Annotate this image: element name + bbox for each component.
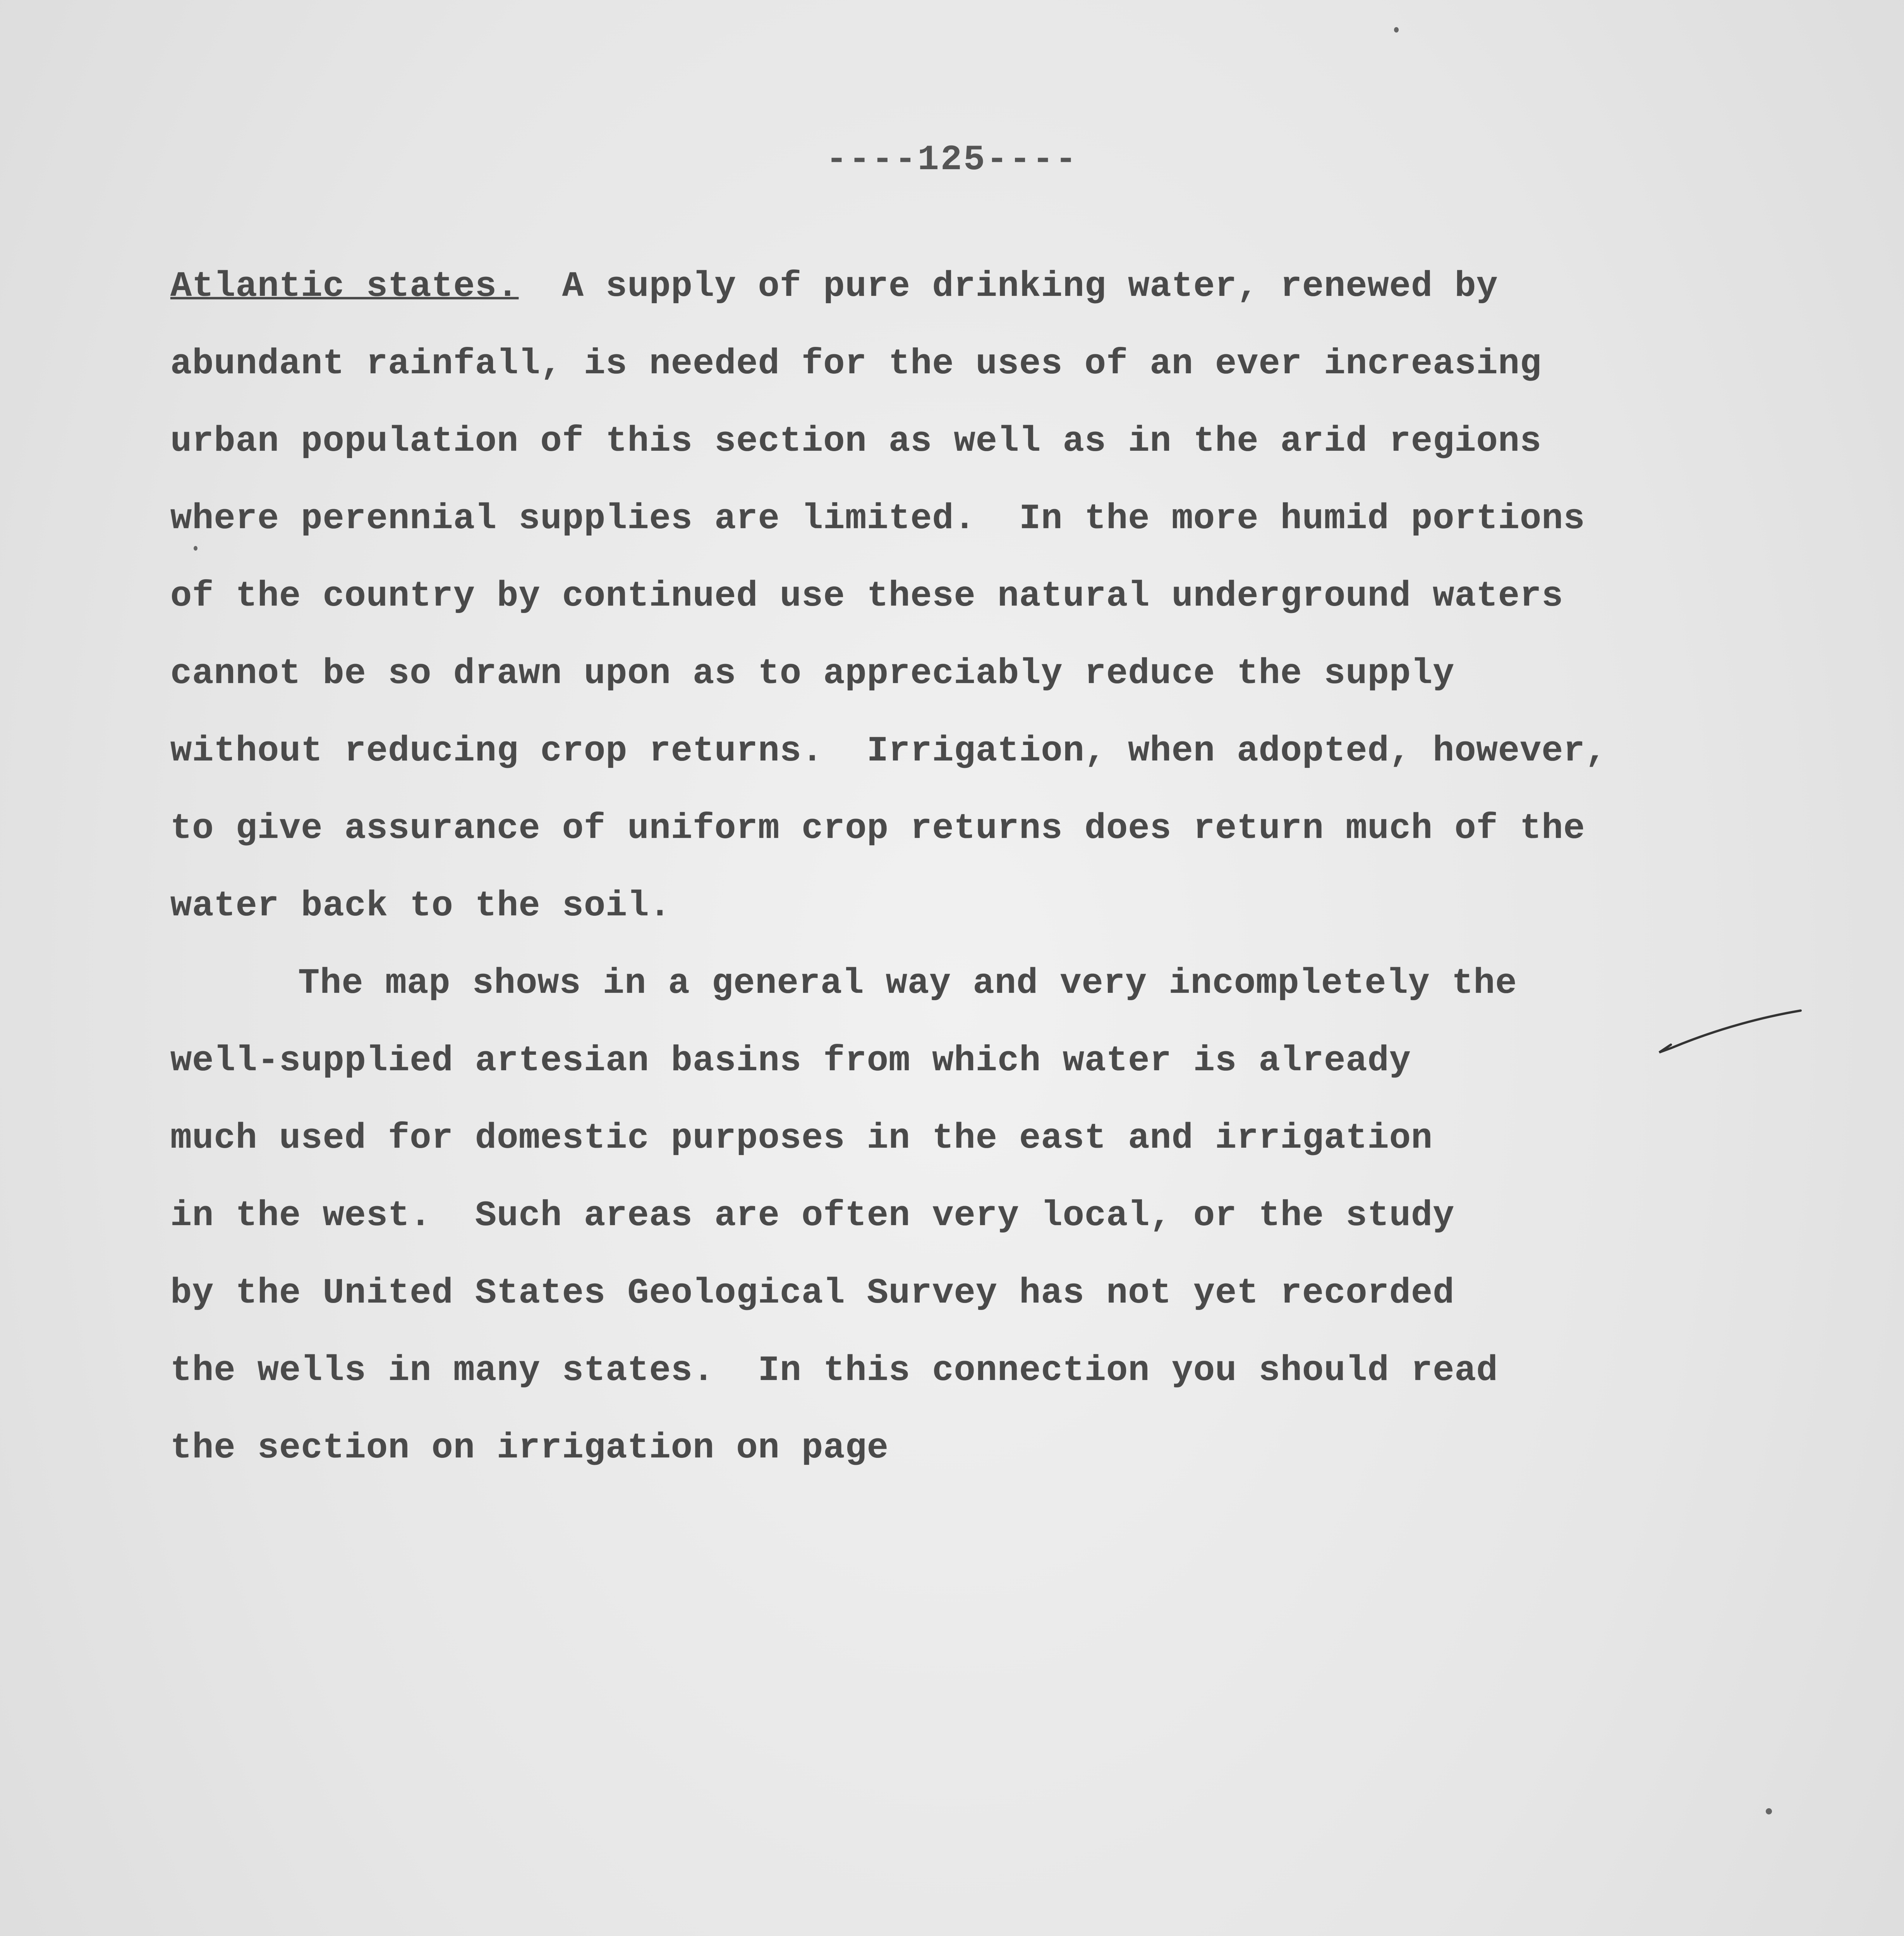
paper-speck <box>1394 27 1399 33</box>
text-line: of the country by continued use these natural underground waters <box>170 576 1564 616</box>
text-line: the section on irrigation on page <box>170 1428 889 1468</box>
paper-speck <box>1766 1808 1772 1814</box>
text-line: well-supplied artesian basins from which water is already <box>170 1040 1411 1081</box>
line-text: A supply of pure drinking water, renewed by <box>518 266 1498 307</box>
body-text <box>170 248 1719 1487</box>
text-line: urban population of this section as well as in the arid regions <box>170 421 1542 462</box>
underlined-heading: Atlantic states. <box>170 266 519 307</box>
text-line: water back to the soil. <box>170 886 671 926</box>
text-line: the wells in many states. In this connection you should read <box>170 1350 1498 1391</box>
text-line: The map shows in a general way and very incompletely the <box>298 963 1517 1004</box>
text-line <box>170 248 1719 325</box>
text-line: abundant rainfall, is needed for the uses of an ever increasing <box>170 343 1542 384</box>
text-line: where perennial supplies are limited. In the more humid portions <box>170 498 1585 539</box>
paper-speck <box>194 546 197 551</box>
text-line: by the United States Geological Survey has not yet recorded <box>170 1273 1455 1313</box>
text-line: much used for domestic purposes in the east and irrigation <box>170 1118 1433 1159</box>
text-line: to give assurance of uniform crop returns does return much of the <box>170 808 1585 849</box>
pencil-checkmark-icon <box>1650 1007 1804 1065</box>
text-line: cannot be so drawn upon as to appreciably reduce the supply <box>170 653 1455 694</box>
page-number: ----125---- <box>826 139 1078 180</box>
text-line: in the west. Such areas are often very local, or the study <box>170 1195 1455 1236</box>
text-line: without reducing crop returns. Irrigation, when adopted, however, <box>170 731 1607 771</box>
